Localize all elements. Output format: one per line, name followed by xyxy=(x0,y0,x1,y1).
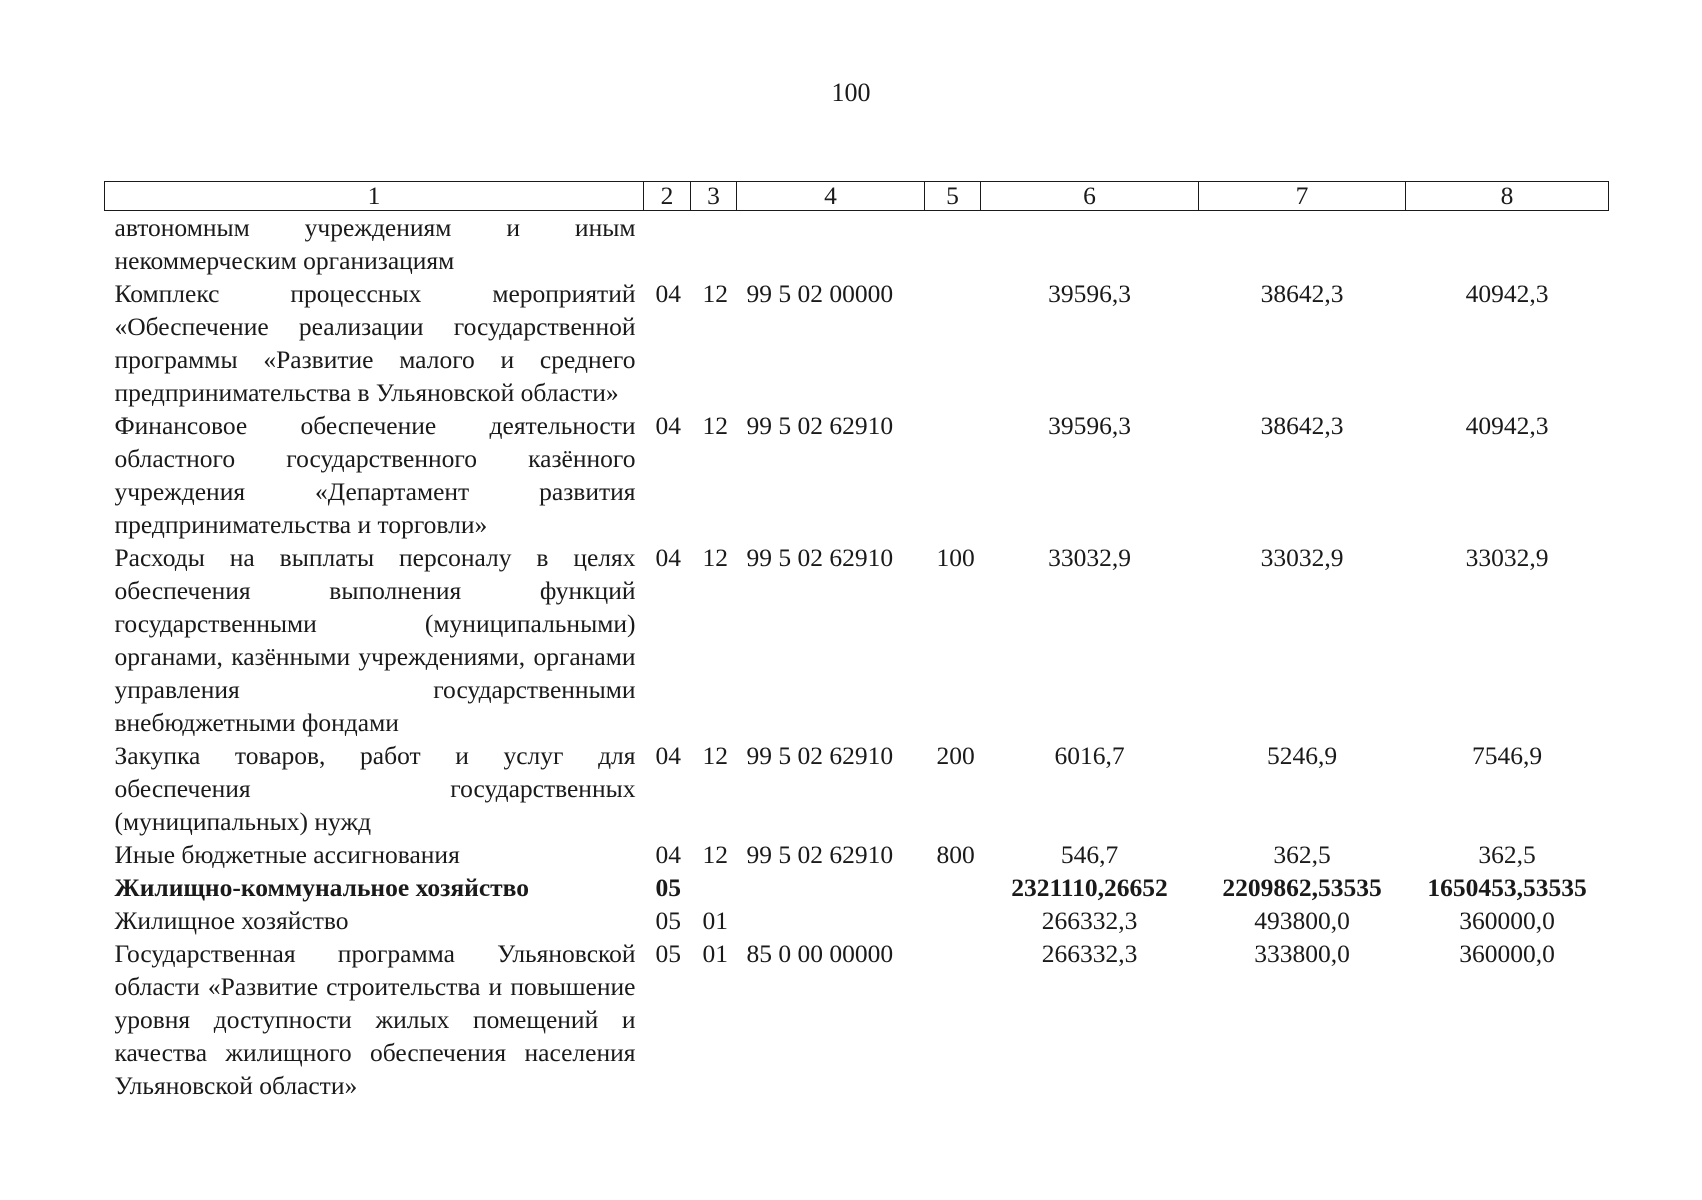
row-amount-col6: 266332,3 xyxy=(1041,939,1138,968)
table-row xyxy=(105,211,1609,278)
row-amount-col6: 6016,7 xyxy=(1054,741,1125,770)
row-amount-col7: 2209862,53535 xyxy=(1222,873,1382,902)
row-expense-type xyxy=(925,409,981,541)
row-name: Закупка товаров, работ и услуг для обеспечения государственных (муниципальных) нужд xyxy=(114,741,636,836)
table-row xyxy=(105,904,1609,937)
row-subsection xyxy=(691,871,737,904)
table-row xyxy=(105,838,1609,871)
table-row xyxy=(105,739,1609,838)
table-body xyxy=(105,211,1609,1103)
row-name: Жилищно-коммунальное хозяйство xyxy=(114,873,530,902)
row-target-code: 99 5 02 62910 xyxy=(746,543,894,572)
row-name: Расходы на выплаты персоналу в целях обеспечения выполнения функций государственными (муниципальными) органами, казёнными учреждениями, органами управления государственными внебюджетными фондами xyxy=(114,543,636,737)
column-header-5: 5 xyxy=(925,182,981,211)
row-amount-col7: 493800,0 xyxy=(1254,906,1350,935)
row-name: Иные бюджетные ассигнования xyxy=(114,840,460,869)
table-row xyxy=(105,937,1609,1102)
column-header-8: 8 xyxy=(1406,182,1609,211)
row-expense-type: 200 xyxy=(936,741,975,770)
row-name: Государственная программа Ульяновской области «Развитие строительства и повышение уровня доступности жилых помещений и качества жилищного обеспечения населения Ульяновской области» xyxy=(114,939,636,1100)
row-amount-col8 xyxy=(1406,211,1609,278)
header-row xyxy=(105,182,1609,211)
row-amount-col6: 546,7 xyxy=(1060,840,1119,869)
row-amount-col7: 38642,3 xyxy=(1260,279,1344,308)
row-target-code xyxy=(737,211,925,278)
row-amount-col6 xyxy=(981,211,1199,278)
row-section: 05 xyxy=(655,873,681,902)
row-amount-col7: 333800,0 xyxy=(1254,939,1350,968)
row-target-code: 99 5 02 62910 xyxy=(746,411,894,440)
row-amount-col6: 33032,9 xyxy=(1048,543,1131,572)
row-expense-type: 800 xyxy=(936,840,975,869)
row-amount-col6: 266332,3 xyxy=(1041,906,1138,935)
column-header-3: 3 xyxy=(691,182,737,211)
row-target-code: 99 5 02 62910 xyxy=(746,741,894,770)
row-expense-type xyxy=(925,277,981,409)
row-amount-col7: 33032,9 xyxy=(1260,543,1344,572)
row-section xyxy=(644,211,691,278)
row-amount-col8: 40942,3 xyxy=(1465,279,1549,308)
row-expense-type xyxy=(925,871,981,904)
row-expense-type xyxy=(925,904,981,937)
table-row-section-total xyxy=(105,871,1609,904)
row-section: 05 xyxy=(655,906,681,935)
row-amount-col6: 2321110,26652 xyxy=(1011,873,1168,902)
row-amount-col6: 39596,3 xyxy=(1048,411,1131,440)
row-subsection xyxy=(691,211,737,278)
row-subsection: 12 xyxy=(702,840,728,869)
row-target-code: 85 0 00 00000 xyxy=(746,939,894,968)
table-row xyxy=(105,541,1609,739)
row-subsection: 12 xyxy=(702,279,728,308)
row-expense-type: 100 xyxy=(936,543,975,572)
row-section: 04 xyxy=(655,279,681,308)
row-amount-col7: 362,5 xyxy=(1273,840,1331,869)
table-row xyxy=(105,409,1609,541)
row-expense-type xyxy=(925,937,981,1102)
row-section: 04 xyxy=(655,411,681,440)
column-header-1: 1 xyxy=(105,182,644,211)
row-amount-col7 xyxy=(1199,211,1406,278)
row-amount-col8: 362,5 xyxy=(1478,840,1536,869)
row-subsection: 01 xyxy=(702,939,728,968)
row-subsection: 12 xyxy=(702,741,728,770)
row-amount-col8: 360000,0 xyxy=(1459,939,1555,968)
budget-table xyxy=(104,181,1609,1102)
row-amount-col6: 39596,3 xyxy=(1048,279,1131,308)
row-section: 05 xyxy=(655,939,681,968)
row-subsection: 12 xyxy=(702,411,728,440)
table-header xyxy=(105,182,1609,211)
page-number: 100 xyxy=(831,78,871,107)
row-expense-type xyxy=(925,211,981,278)
column-header-6: 6 xyxy=(981,182,1199,211)
row-name: Жилищное хозяйство xyxy=(114,906,349,935)
row-amount-col8: 40942,3 xyxy=(1465,411,1549,440)
column-header-2: 2 xyxy=(644,182,691,211)
row-name: автономным учреждениям и иным некоммерческим организациям xyxy=(114,213,636,275)
row-section: 04 xyxy=(655,840,681,869)
row-section: 04 xyxy=(655,543,681,572)
row-target-code: 99 5 02 00000 xyxy=(746,279,894,308)
row-target-code xyxy=(737,871,925,904)
row-subsection: 01 xyxy=(702,906,728,935)
row-subsection: 12 xyxy=(702,543,728,572)
row-amount-col8: 360000,0 xyxy=(1459,906,1555,935)
row-amount-col7: 5246,9 xyxy=(1266,741,1338,770)
row-amount-col8: 7546,9 xyxy=(1471,741,1543,770)
row-target-code xyxy=(737,904,925,937)
row-amount-col7: 38642,3 xyxy=(1260,411,1344,440)
column-header-7: 7 xyxy=(1199,182,1406,211)
row-amount-col8: 1650453,53535 xyxy=(1427,873,1587,902)
table-row xyxy=(105,277,1609,409)
row-name: Финансовое обеспечение деятельности областного государственного казённого учреждения «Департамент развития предпринимательства и торговли» xyxy=(114,411,636,539)
row-name: Комплекс процессных мероприятий «Обеспечение реализации государственной программы «Развитие малого и среднего предпринимательства в Ульяновской области» xyxy=(114,279,636,407)
row-target-code: 99 5 02 62910 xyxy=(746,840,894,869)
column-header-4: 4 xyxy=(737,182,925,211)
row-section: 04 xyxy=(655,741,681,770)
row-amount-col8: 33032,9 xyxy=(1465,543,1549,572)
